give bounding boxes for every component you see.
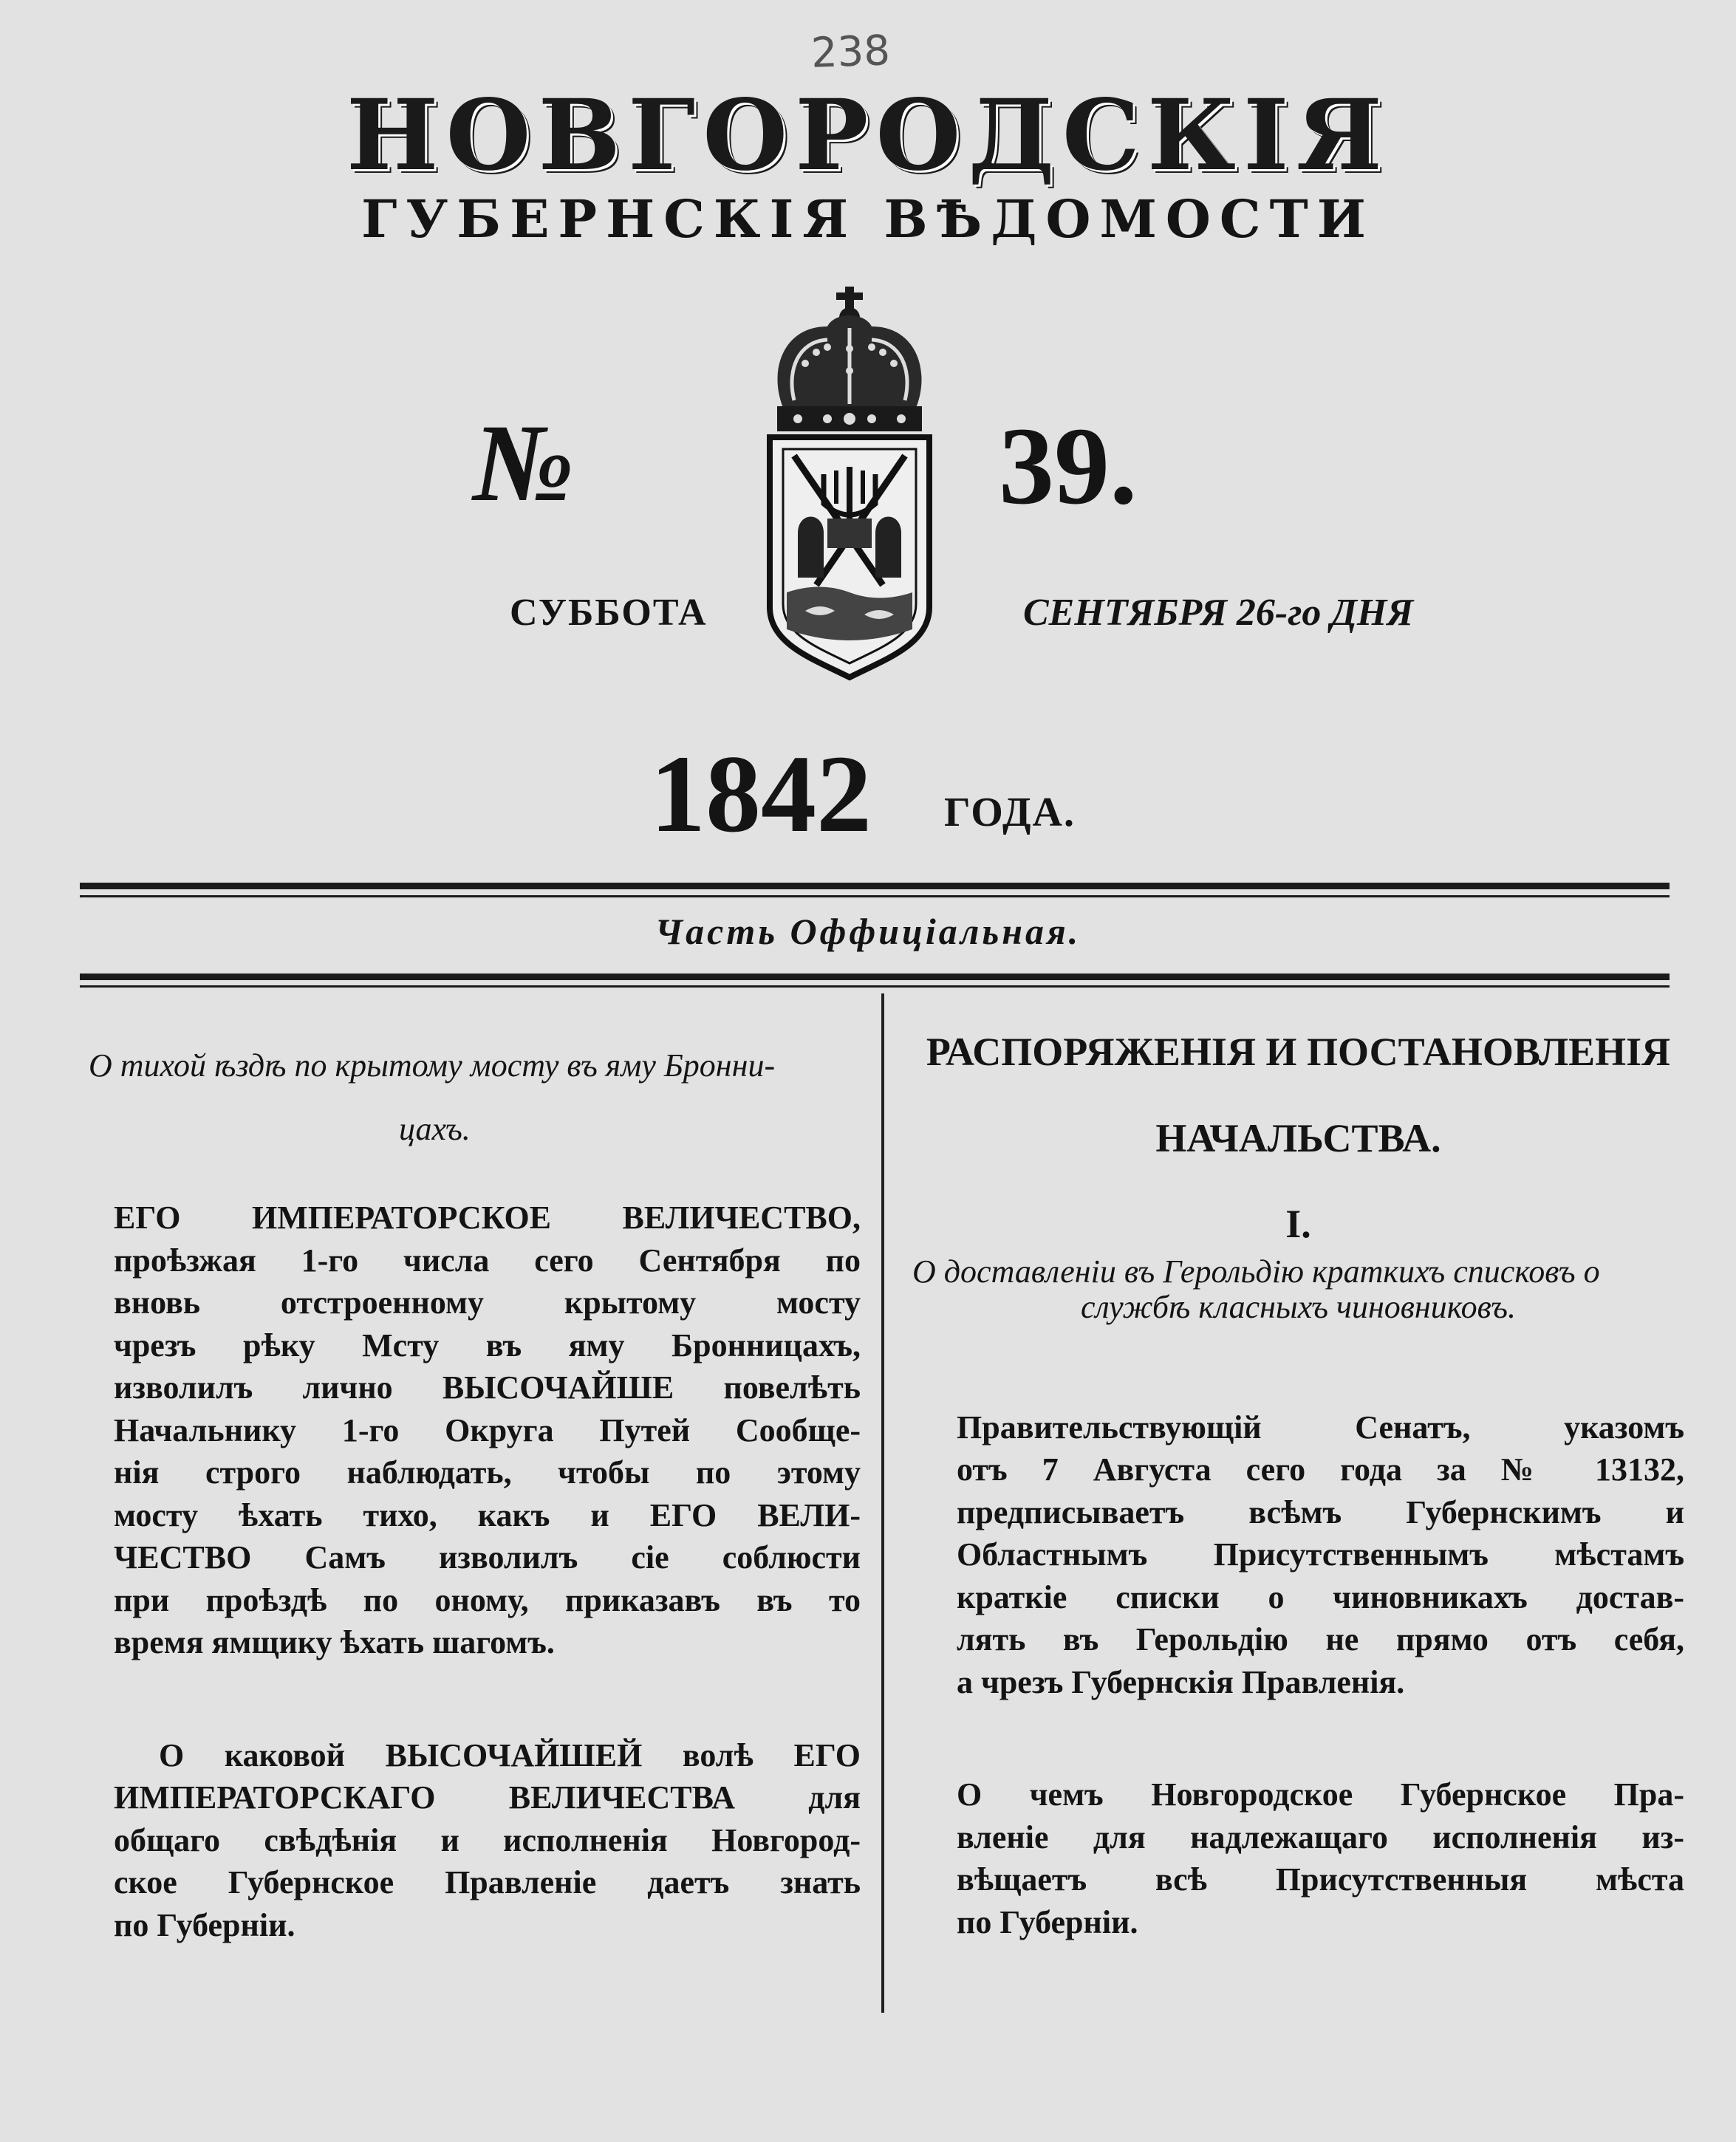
- text-line: вленіе для надлежащаго исполненія из-: [957, 1818, 1684, 1855]
- text-line: Областнымъ Присутственнымъ мѣстамъ: [957, 1536, 1684, 1573]
- divider-rule-thin: [80, 895, 1670, 897]
- subheading-line: О доставленіи въ Герольдію краткихъ списковъ о: [912, 1253, 1600, 1290]
- item-subheading: [912, 1254, 1684, 1325]
- text-line: ЕГО ИМПЕРАТОРСКОЕ ВЕЛИЧЕСТВО,: [114, 1200, 861, 1236]
- crown-icon: [777, 287, 922, 431]
- issue-number: 39.: [999, 405, 1138, 527]
- text-line: отъ 7 Августа сего года за № 13132,: [957, 1451, 1684, 1488]
- headline-line: цахъ.: [399, 1111, 471, 1147]
- text-line: Правительствующій Сенатъ, указомъ: [957, 1409, 1684, 1445]
- section-label: Часть Оффиціальная.: [655, 911, 1081, 952]
- newspaper-title: НОВГОРОДСКІЯ: [346, 78, 1390, 193]
- text-line: при проѣздѣ по оному, приказавъ въ то: [114, 1581, 861, 1618]
- text-line: мосту ѣхать тихо, какъ и ЕГО ВЕЛИ-: [114, 1496, 861, 1533]
- issue-sign: №: [473, 402, 575, 524]
- text-line: изволилъ лично ВЫСОЧАЙШЕ повелѣть: [114, 1369, 861, 1406]
- subheading-line: службѣ класныхъ чиновниковъ.: [1080, 1288, 1516, 1325]
- divider-rule-thin: [80, 985, 1670, 988]
- issue-date: СЕНТЯБРЯ 26-го ДНЯ: [1023, 592, 1414, 634]
- left-column: [89, 1034, 861, 1946]
- text-line: краткіе списки о чиновникахъ достав-: [957, 1578, 1684, 1615]
- item-number: I.: [1285, 1201, 1311, 1246]
- coat-of-arms-emblem: [753, 282, 946, 681]
- text-line: О каковой ВЫСОЧАЙШЕЙ волѣ ЕГО: [159, 1736, 861, 1773]
- section-heading: РАСПОРЯЖЕНІЯ И ПОСТАНОВЛЕНІЯ: [926, 1030, 1671, 1074]
- text-line: предписываетъ всѣмъ Губернскимъ и: [957, 1493, 1684, 1530]
- article-paragraph: [912, 1773, 1684, 1943]
- divider-rule: [80, 883, 1670, 889]
- text-line: вѣщаетъ всѣ Присутственныя мѣста: [957, 1861, 1684, 1898]
- section-heading: НАЧАЛЬСТВА.: [1155, 1115, 1441, 1160]
- text-line: вновь отстроенному крытому мосту: [114, 1284, 861, 1321]
- text-line: по Губерніи.: [114, 1906, 295, 1943]
- text-line: общаго свѣдѣнія и исполненія Новгород-: [114, 1821, 861, 1858]
- headline-line: О тихой ѣздѣ по крытому мосту въ яму Бронни-: [89, 1047, 776, 1084]
- article-paragraph: [89, 1734, 861, 1947]
- text-line: по Губерніи.: [957, 1903, 1138, 1940]
- newspaper-subtitle: ГУБЕРНСКІЯ ВѢДОМОСТИ: [361, 188, 1375, 250]
- text-line: Начальнику 1-го Округа Путей Сообще-: [114, 1412, 861, 1448]
- column-divider: [881, 993, 884, 2013]
- text-line: нія строго наблюдать, чтобы по этому: [114, 1454, 861, 1491]
- archive-number: 238: [810, 27, 891, 78]
- text-line: О чемъ Новгородское Губернское Пра-: [957, 1776, 1684, 1813]
- text-line: ЧЕСТВО Самъ изволилъ сіе соблюсти: [114, 1539, 861, 1575]
- text-line: чрезъ рѣку Мсту въ яму Бронницахъ,: [114, 1327, 861, 1363]
- article-paragraph: [89, 1197, 861, 1664]
- right-column: [912, 1030, 1684, 1943]
- text-line: проѣзжая 1-го числа сего Сентября по: [114, 1242, 861, 1279]
- text-line: время ямщику ѣхать шагомъ.: [114, 1624, 555, 1660]
- issue-year: 1842: [650, 733, 872, 855]
- text-line: ИМПЕРАТОРСКАГО ВЕЛИЧЕСТВА для: [114, 1779, 861, 1816]
- text-line: ское Губернское Правленіе даетъ знать: [114, 1864, 861, 1900]
- article-paragraph: [912, 1406, 1684, 1704]
- text-line: а чрезъ Губернскія Правленія.: [957, 1663, 1405, 1700]
- weekday: СУББОТА: [510, 592, 708, 634]
- shield-icon: [770, 437, 929, 677]
- article-headline: [89, 1034, 861, 1161]
- year-suffix: ГОДА.: [944, 790, 1076, 835]
- divider-rule: [80, 974, 1670, 980]
- text-line: лять въ Герольдію не прямо отъ себя,: [957, 1621, 1684, 1658]
